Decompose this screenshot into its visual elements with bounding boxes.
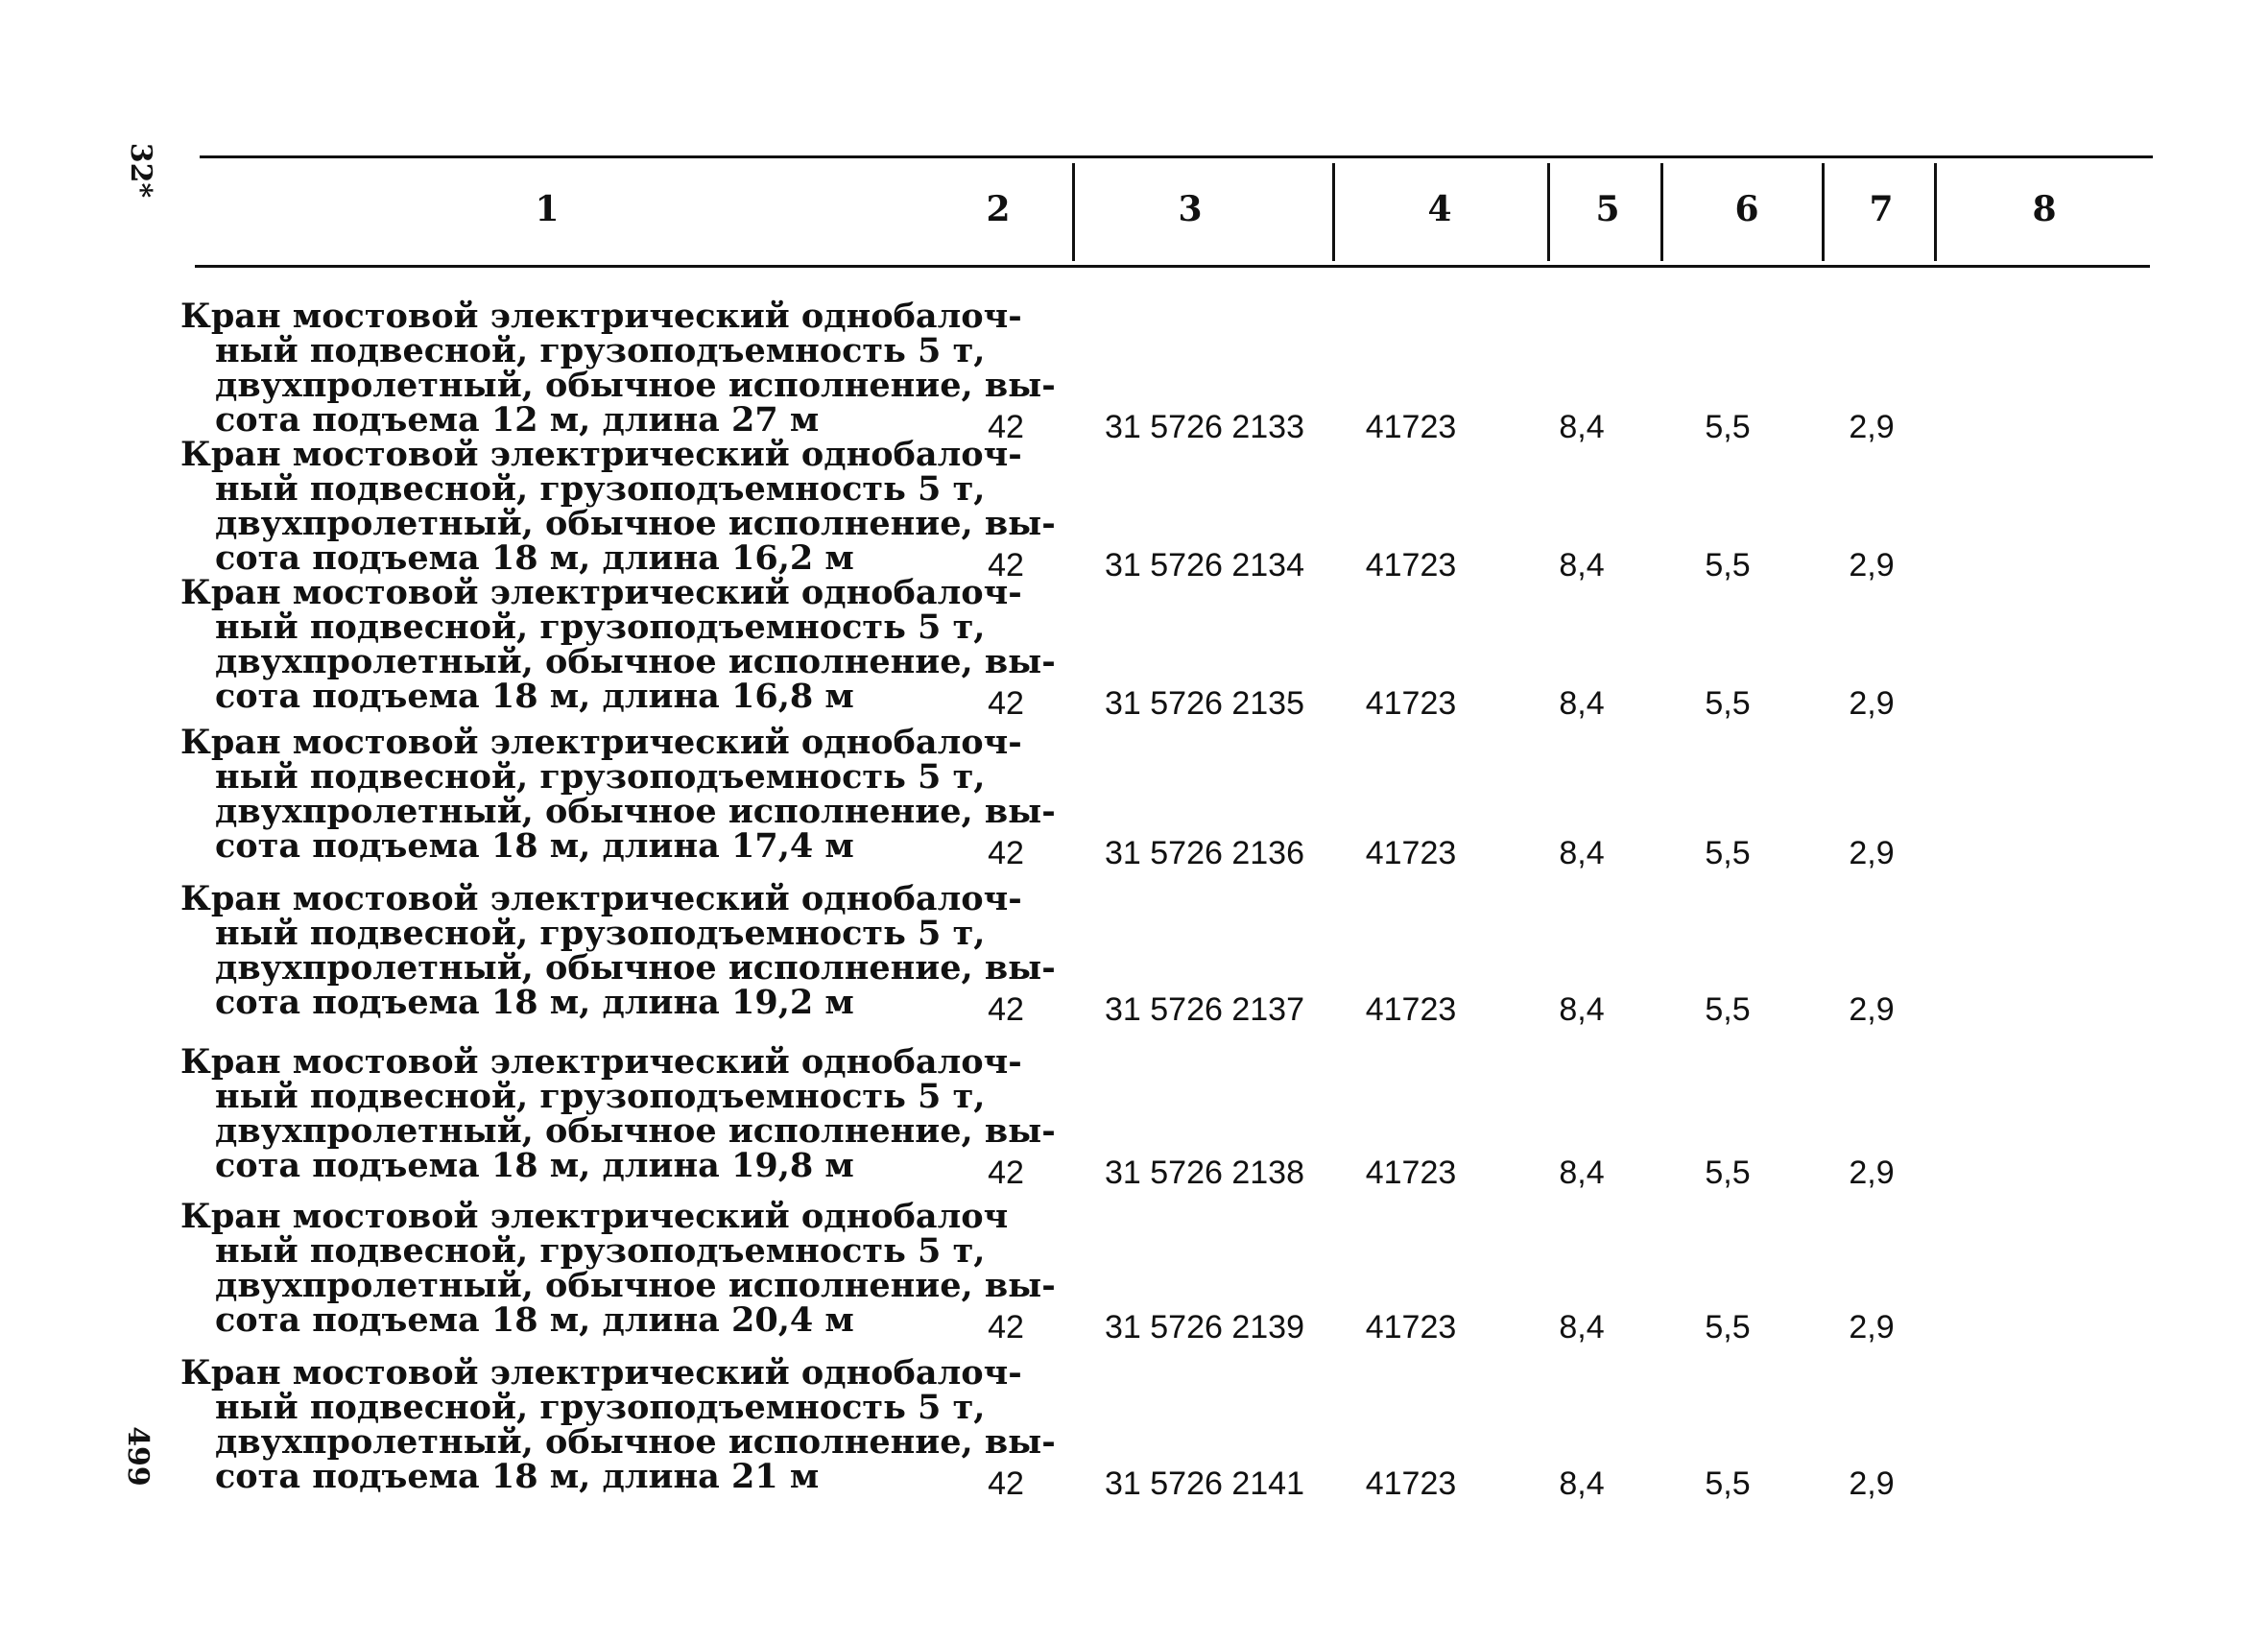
cell-column-4: 41723 xyxy=(1365,991,1457,1028)
cell-column-2: 42 xyxy=(988,1155,1024,1191)
table-header-rule xyxy=(195,265,2150,268)
cell-column-4: 41723 xyxy=(1365,1309,1457,1345)
description-line: двухпролетный, обычное исполнение, вы- xyxy=(215,504,1056,543)
cell-column-6: 5,5 xyxy=(1705,991,1751,1028)
cell-column-5: 8,4 xyxy=(1559,835,1605,871)
description-line: ный подвесной, грузоподъемность 5 т, xyxy=(215,607,986,647)
cell-column-4: 41723 xyxy=(1365,835,1457,871)
cell-column-3: 31 5726 2141 xyxy=(1105,1465,1304,1502)
description-line: ный подвесной, грузоподъемность 5 т, xyxy=(215,914,986,953)
header-separator-5-6 xyxy=(1660,163,1663,261)
description-line: Кран мостовой электрический однобалоч xyxy=(180,1197,1009,1236)
cell-column-2: 42 xyxy=(988,1465,1024,1502)
cell-column-2: 42 xyxy=(988,409,1024,445)
cell-column-6: 5,5 xyxy=(1705,1309,1751,1345)
cell-column-7: 2,9 xyxy=(1849,547,1895,583)
column-header-8: 8 xyxy=(2032,189,2057,229)
cell-column-7: 2,9 xyxy=(1849,1465,1895,1502)
cell-column-6: 5,5 xyxy=(1705,835,1751,871)
description-line: Кран мостовой электрический однобалоч- xyxy=(180,435,1022,474)
column-header-4: 4 xyxy=(1427,189,1452,229)
cell-column-5: 8,4 xyxy=(1559,547,1605,583)
description-line: ный подвесной, грузоподъемность 5 т, xyxy=(215,1231,986,1271)
cell-column-5: 8,4 xyxy=(1559,1155,1605,1191)
cell-column-2: 42 xyxy=(988,1309,1024,1345)
cell-column-2: 42 xyxy=(988,547,1024,583)
cell-column-4: 41723 xyxy=(1365,685,1457,722)
description-line: двухпролетный, обычное исполнение, вы- xyxy=(215,366,1056,405)
cell-column-6: 5,5 xyxy=(1705,547,1751,583)
cell-column-6: 5,5 xyxy=(1705,685,1751,722)
column-header-1: 1 xyxy=(535,189,560,229)
description-line: Кран мостовой электрический однобалоч- xyxy=(180,1353,1022,1393)
cell-column-6: 5,5 xyxy=(1705,409,1751,445)
cell-column-7: 2,9 xyxy=(1849,835,1895,871)
cell-column-5: 8,4 xyxy=(1559,685,1605,722)
description-line: двухпролетный, обычное исполнение, вы- xyxy=(215,1266,1056,1305)
description-line: двухпролетный, обычное исполнение, вы- xyxy=(215,792,1056,831)
cell-column-5: 8,4 xyxy=(1559,1309,1605,1345)
description-line: Кран мостовой электрический однобалоч- xyxy=(180,723,1022,762)
cell-column-6: 5,5 xyxy=(1705,1155,1751,1191)
cell-column-3: 31 5726 2134 xyxy=(1105,547,1304,583)
description-line: ный подвесной, грузоподъемность 5 т, xyxy=(215,757,986,797)
header-separator-6-7 xyxy=(1822,163,1825,261)
header-separator-4-5 xyxy=(1547,163,1550,261)
cell-column-4: 41723 xyxy=(1365,409,1457,445)
description-line: Кран мостовой электрический однобалоч- xyxy=(180,297,1022,336)
description-line: сота подъема 18 м, длина 21 м xyxy=(215,1457,820,1496)
cell-column-7: 2,9 xyxy=(1849,1309,1895,1345)
cell-column-3: 31 5726 2139 xyxy=(1105,1309,1304,1345)
description-line: двухпролетный, обычное исполнение, вы- xyxy=(215,1111,1056,1151)
cell-column-3: 31 5726 2136 xyxy=(1105,835,1304,871)
description-line: Кран мостовой электрический однобалоч- xyxy=(180,879,1022,918)
description-line: ный подвесной, грузоподъемность 5 т, xyxy=(215,469,986,509)
column-header-6: 6 xyxy=(1734,189,1759,229)
description-line: Кран мостовой электрический однобалоч- xyxy=(180,1042,1022,1082)
column-header-5: 5 xyxy=(1595,189,1620,229)
description-line: двухпролетный, обычное исполнение, вы- xyxy=(215,1422,1056,1462)
description-line: сота подъема 18 м, длина 17,4 м xyxy=(215,826,854,866)
cell-column-3: 31 5726 2135 xyxy=(1105,685,1304,722)
cell-column-5: 8,4 xyxy=(1559,991,1605,1028)
description-line: сота подъема 18 м, длина 16,2 м xyxy=(215,538,854,578)
column-header-7: 7 xyxy=(1869,189,1894,229)
header-separator-3-4 xyxy=(1332,163,1335,261)
cell-column-7: 2,9 xyxy=(1849,991,1895,1028)
page-margin-note-top: 32* xyxy=(124,142,158,199)
cell-column-2: 42 xyxy=(988,685,1024,722)
cell-column-7: 2,9 xyxy=(1849,1155,1895,1191)
header-separator-2-3 xyxy=(1072,163,1075,261)
description-line: Кран мостовой электрический однобалоч- xyxy=(180,573,1022,612)
description-line: сота подъема 18 м, длина 16,8 м xyxy=(215,677,854,716)
cell-column-2: 42 xyxy=(988,991,1024,1028)
column-header-2: 2 xyxy=(986,189,1011,229)
cell-column-3: 31 5726 2133 xyxy=(1105,409,1304,445)
description-line: ный подвесной, грузоподъемность 5 т, xyxy=(215,1388,986,1427)
description-line: ный подвесной, грузоподъемность 5 т, xyxy=(215,331,986,370)
description-line: сота подъема 18 м, длина 20,4 м xyxy=(215,1300,854,1340)
cell-column-3: 31 5726 2137 xyxy=(1105,991,1304,1028)
description-line: сота подъема 18 м, длина 19,2 м xyxy=(215,983,854,1022)
cell-column-5: 8,4 xyxy=(1559,1465,1605,1502)
cell-column-5: 8,4 xyxy=(1559,409,1605,445)
header-separator-7-8 xyxy=(1934,163,1937,261)
description-line: сота подъема 18 м, длина 19,8 м xyxy=(215,1146,854,1185)
cell-column-7: 2,9 xyxy=(1849,685,1895,722)
cell-column-7: 2,9 xyxy=(1849,409,1895,445)
cell-column-6: 5,5 xyxy=(1705,1465,1751,1502)
description-line: сота подъема 12 м, длина 27 м xyxy=(215,400,820,440)
description-line: двухпролетный, обычное исполнение, вы- xyxy=(215,642,1056,681)
description-line: ный подвесной, грузоподъемность 5 т, xyxy=(215,1077,986,1116)
column-header-3: 3 xyxy=(1178,189,1203,229)
cell-column-2: 42 xyxy=(988,835,1024,871)
page-number: 499 xyxy=(120,1426,155,1487)
cell-column-4: 41723 xyxy=(1365,1155,1457,1191)
description-line: двухпролетный, обычное исполнение, вы- xyxy=(215,948,1056,988)
cell-column-3: 31 5726 2138 xyxy=(1105,1155,1304,1191)
cell-column-4: 41723 xyxy=(1365,547,1457,583)
cell-column-4: 41723 xyxy=(1365,1465,1457,1502)
table-top-rule xyxy=(200,155,2153,158)
